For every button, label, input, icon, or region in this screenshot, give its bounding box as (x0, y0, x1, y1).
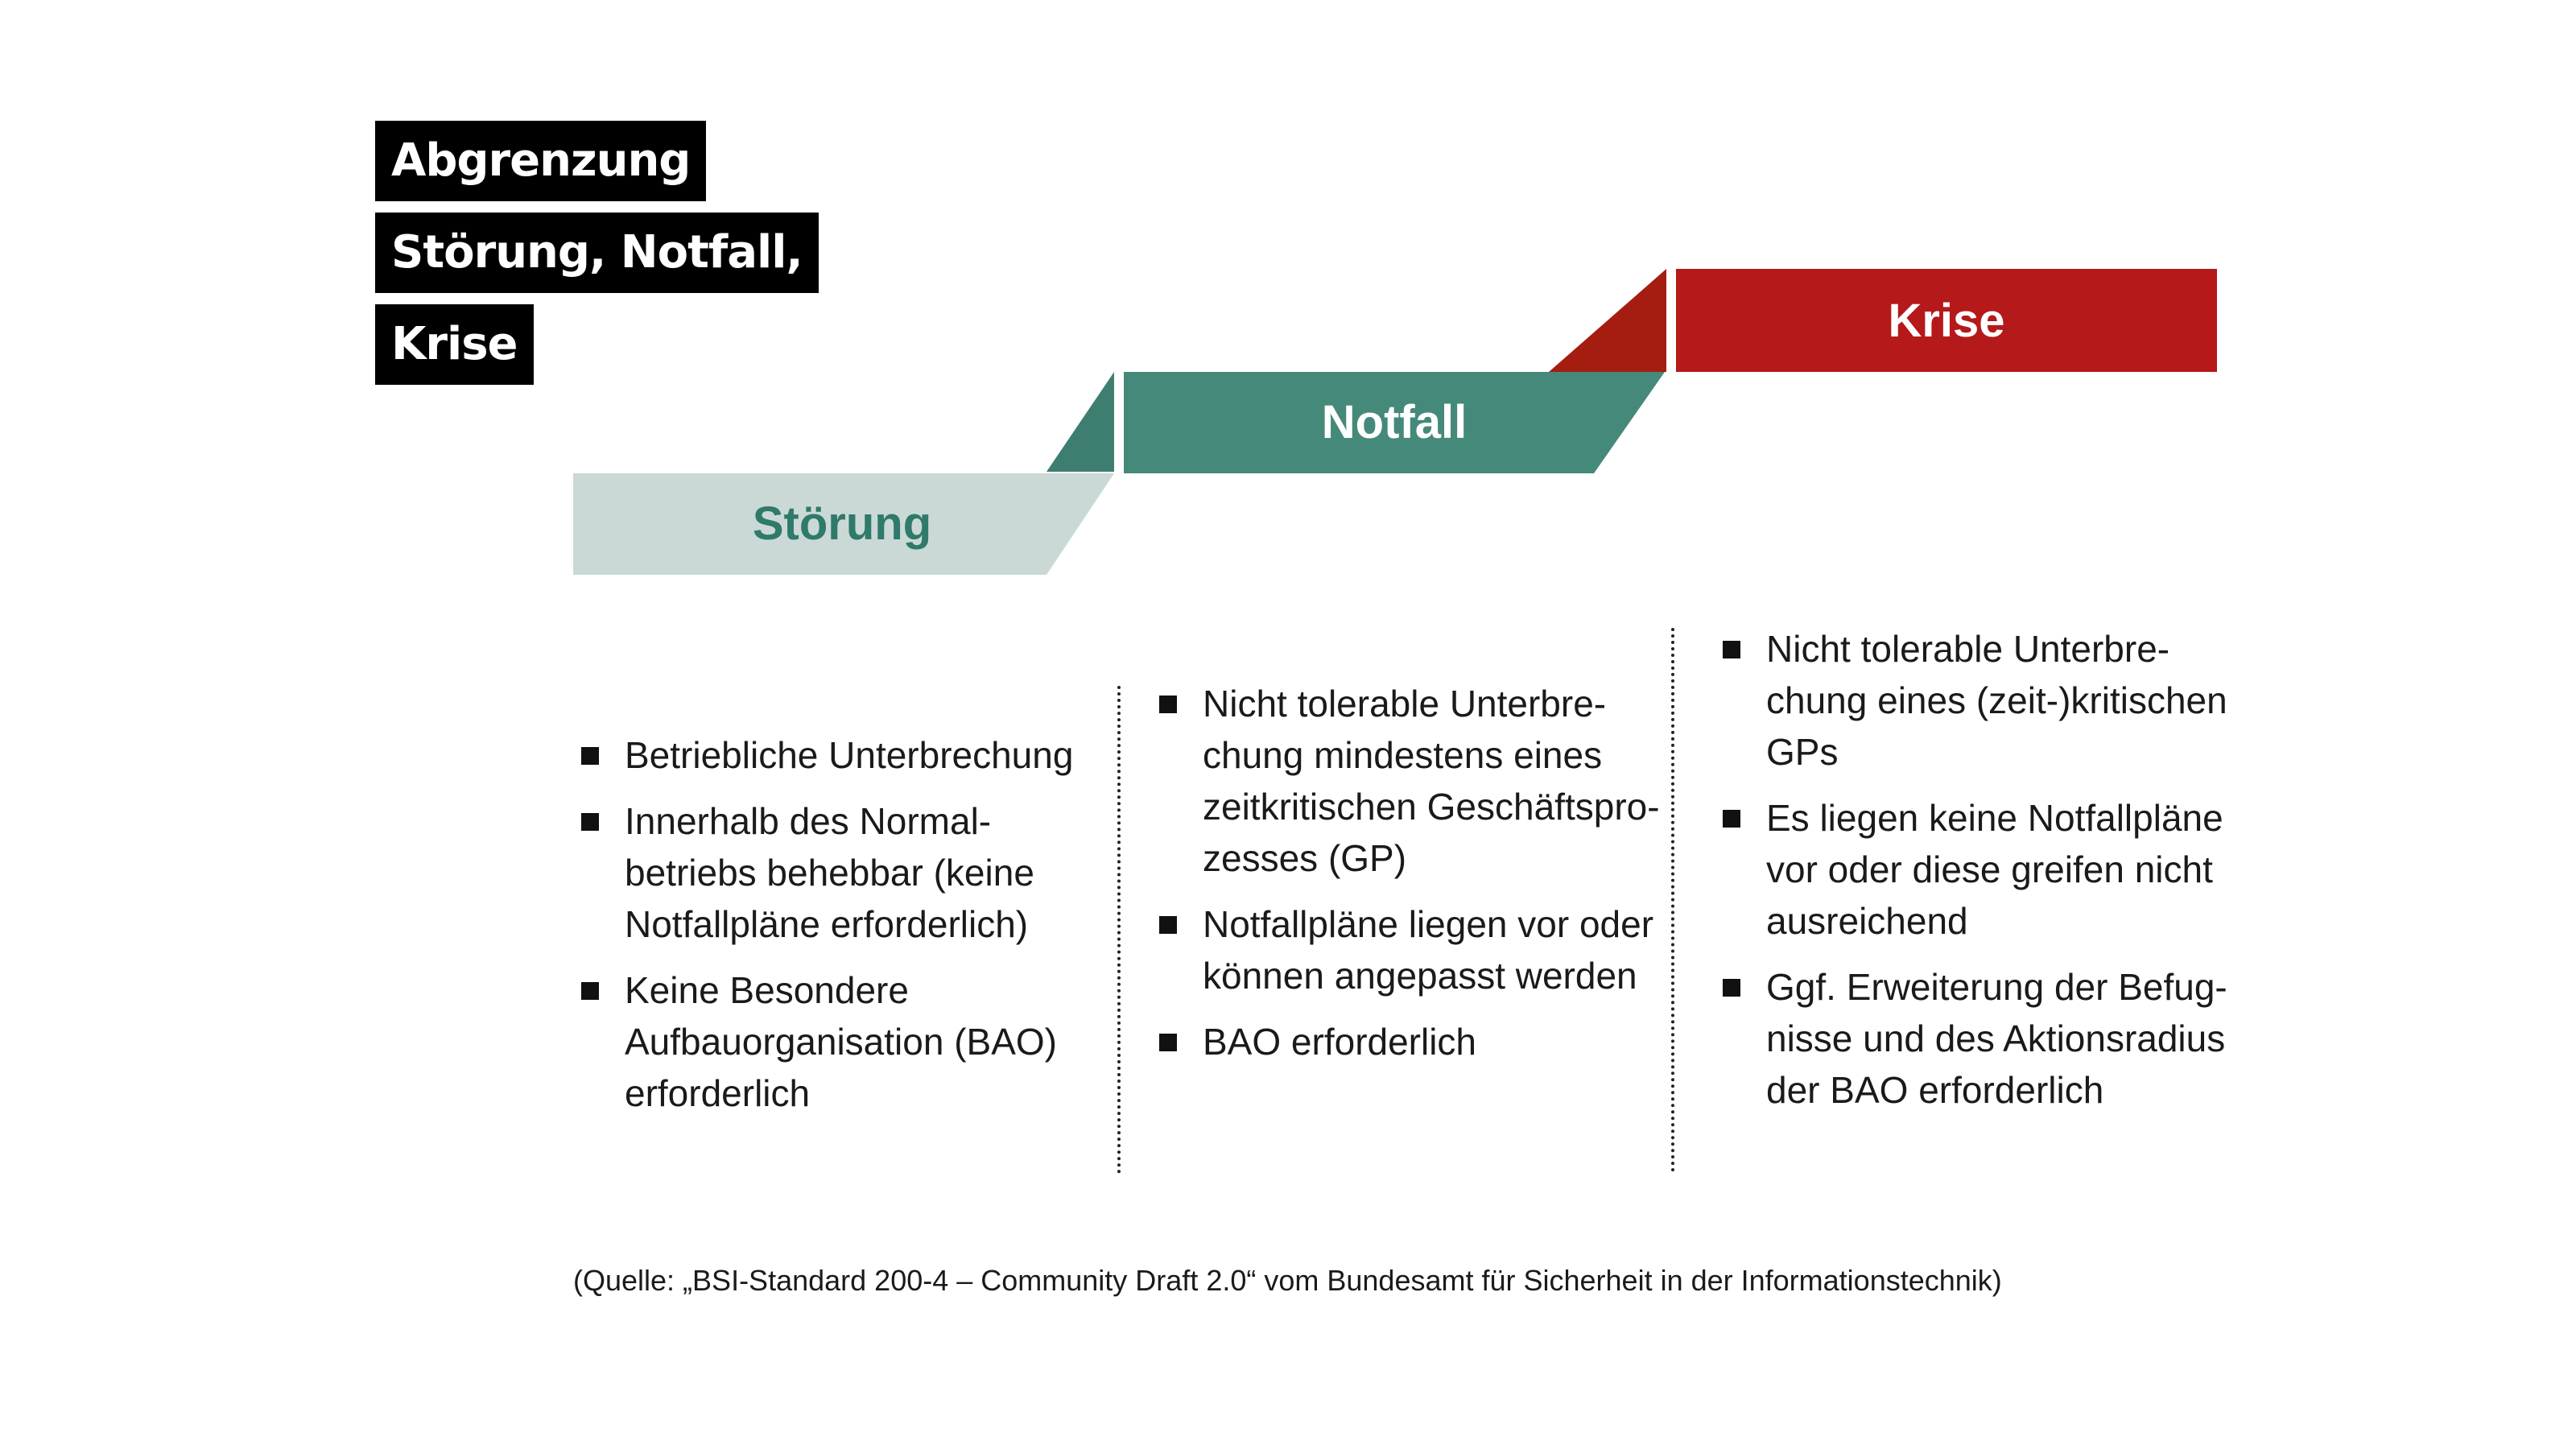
criteria-item (1715, 623, 2246, 778)
criteria-item (1715, 961, 2246, 1116)
criteria-text: Es liegen keine Notfallpläne vor oder diese greifen nicht ausreichend (1766, 797, 2223, 942)
connector-stoerung-notfall (1046, 372, 1114, 472)
criteria-text: Keine Besondere Aufbauorganisation (BAO) erforderlich (625, 969, 1057, 1114)
column-krise (1715, 623, 2246, 1130)
criteria-item (1151, 898, 1666, 1001)
criteria-item (1715, 792, 2246, 947)
criteria-item (573, 795, 1088, 950)
square-bullet-icon (1159, 916, 1177, 934)
criteria-text: Ggf. Erweiterung der Befug- nisse und des Aktionsradius der BAO erforderlich (1766, 966, 2227, 1111)
stage-label-stoerung: Störung (752, 497, 932, 550)
criteria-item (1151, 678, 1666, 884)
column-divider-1 (1117, 686, 1121, 1174)
square-bullet-icon (1159, 1034, 1177, 1051)
criteria-text: Notfallpläne liegen vor oder können angepasst werden (1203, 903, 1654, 997)
square-bullet-icon (1159, 696, 1177, 713)
criteria-item (573, 964, 1088, 1119)
square-bullet-icon (1723, 979, 1740, 997)
criteria-item (573, 729, 1088, 781)
title-line-2: Störung, Notfall, (375, 213, 819, 293)
criteria-list-krise (1715, 623, 2246, 1116)
column-stoerung (573, 729, 1088, 1133)
square-bullet-icon (1723, 641, 1740, 658)
criteria-list-notfall (1151, 678, 1666, 1067)
square-bullet-icon (581, 982, 599, 1000)
column-notfall (1151, 678, 1666, 1082)
criteria-text: Nicht tolerable Unterbre- chung mindestens eines zeitkritischen Geschäftspro- zesses (GP) (1203, 683, 1660, 879)
criteria-list-stoerung (573, 729, 1088, 1119)
criteria-text: Innerhalb des Normal- betriebs behebbar (keine Notfallpläne erforderlich) (625, 800, 1034, 945)
column-divider-2 (1671, 628, 1674, 1172)
criteria-item (1151, 1016, 1666, 1067)
title-line-3: Krise (375, 304, 534, 385)
source-note: (Quelle: „BSI-Standard 200-4 – Community Draft 2.0“ vom Bundesamt für Sicherheit in der Informationstechnik) (573, 1264, 2002, 1297)
square-bullet-icon (581, 813, 599, 831)
connector-notfall-krise (1549, 269, 1666, 372)
square-bullet-icon (1723, 810, 1740, 828)
stage-label-krise: Krise (1888, 295, 2005, 347)
criteria-text: Betriebliche Unterbrechung (625, 734, 1074, 776)
criteria-text: BAO erforderlich (1203, 1021, 1477, 1063)
stage-label-notfall: Notfall (1321, 396, 1468, 448)
criteria-text: Nicht tolerable Unterbre- chung eines (zeit-)kritischen GPs (1766, 628, 2227, 773)
title-line-1: Abgrenzung (375, 121, 706, 201)
square-bullet-icon (581, 747, 599, 765)
